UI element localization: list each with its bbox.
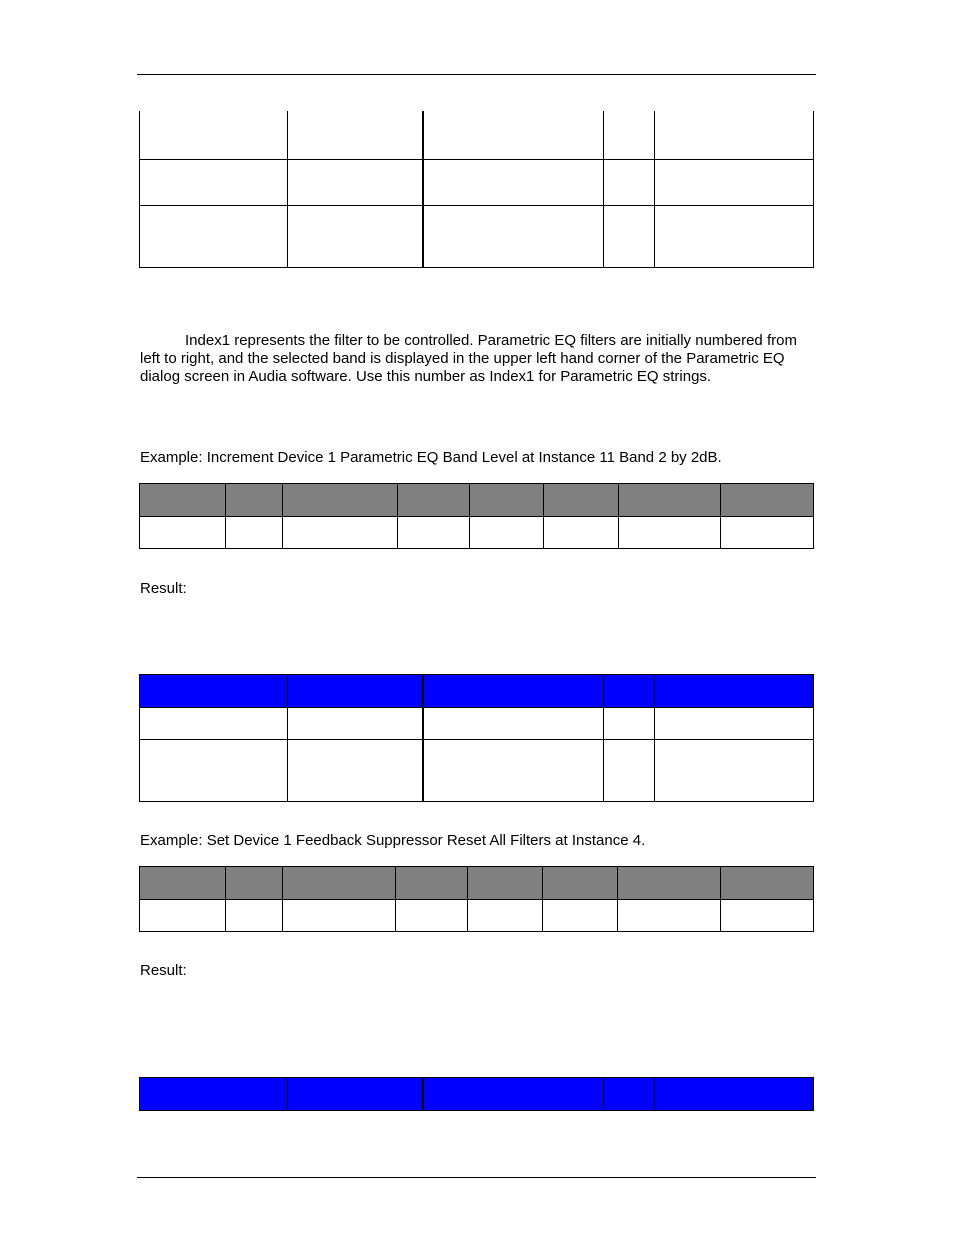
feedback-suppressor-attribute-table xyxy=(139,674,814,802)
example2-result-label: Result: xyxy=(140,962,187,979)
example2-text: Example: Set Device 1 Feedback Suppressor Reset All Filters at Instance 4. xyxy=(140,832,646,849)
example1-command-table xyxy=(139,483,814,549)
table-row xyxy=(140,205,814,267)
table-header-row xyxy=(140,1078,814,1111)
index1-paragraph xyxy=(140,332,800,386)
footer-rule xyxy=(137,1177,816,1178)
example1-result-label: Result: xyxy=(140,580,187,597)
table-row xyxy=(140,159,814,205)
table-header-row xyxy=(140,484,814,517)
table-header-row xyxy=(140,675,814,708)
table-row xyxy=(140,517,814,549)
table-row xyxy=(140,111,814,159)
table-row xyxy=(140,708,814,740)
table-row xyxy=(140,740,814,802)
next-attribute-table xyxy=(139,1077,814,1111)
example1-text: Example: Increment Device 1 Parametric EQ Band Level at Instance 11 Band 2 by 2dB. xyxy=(140,449,722,466)
table-header-row xyxy=(140,867,814,900)
header-rule xyxy=(137,74,816,75)
attribute-table-continued xyxy=(139,111,814,268)
table-row xyxy=(140,900,814,932)
index1-paragraph-text: Index1 represents the filter to be controlled. Parametric EQ filters are initially numbered from left to right, and the selected band is displayed in the upper left hand corner of the Parametric EQ dialog screen in Audia software. Use this number as Index1 for Parametric EQ strings. xyxy=(140,332,797,385)
example2-command-table xyxy=(139,866,814,932)
